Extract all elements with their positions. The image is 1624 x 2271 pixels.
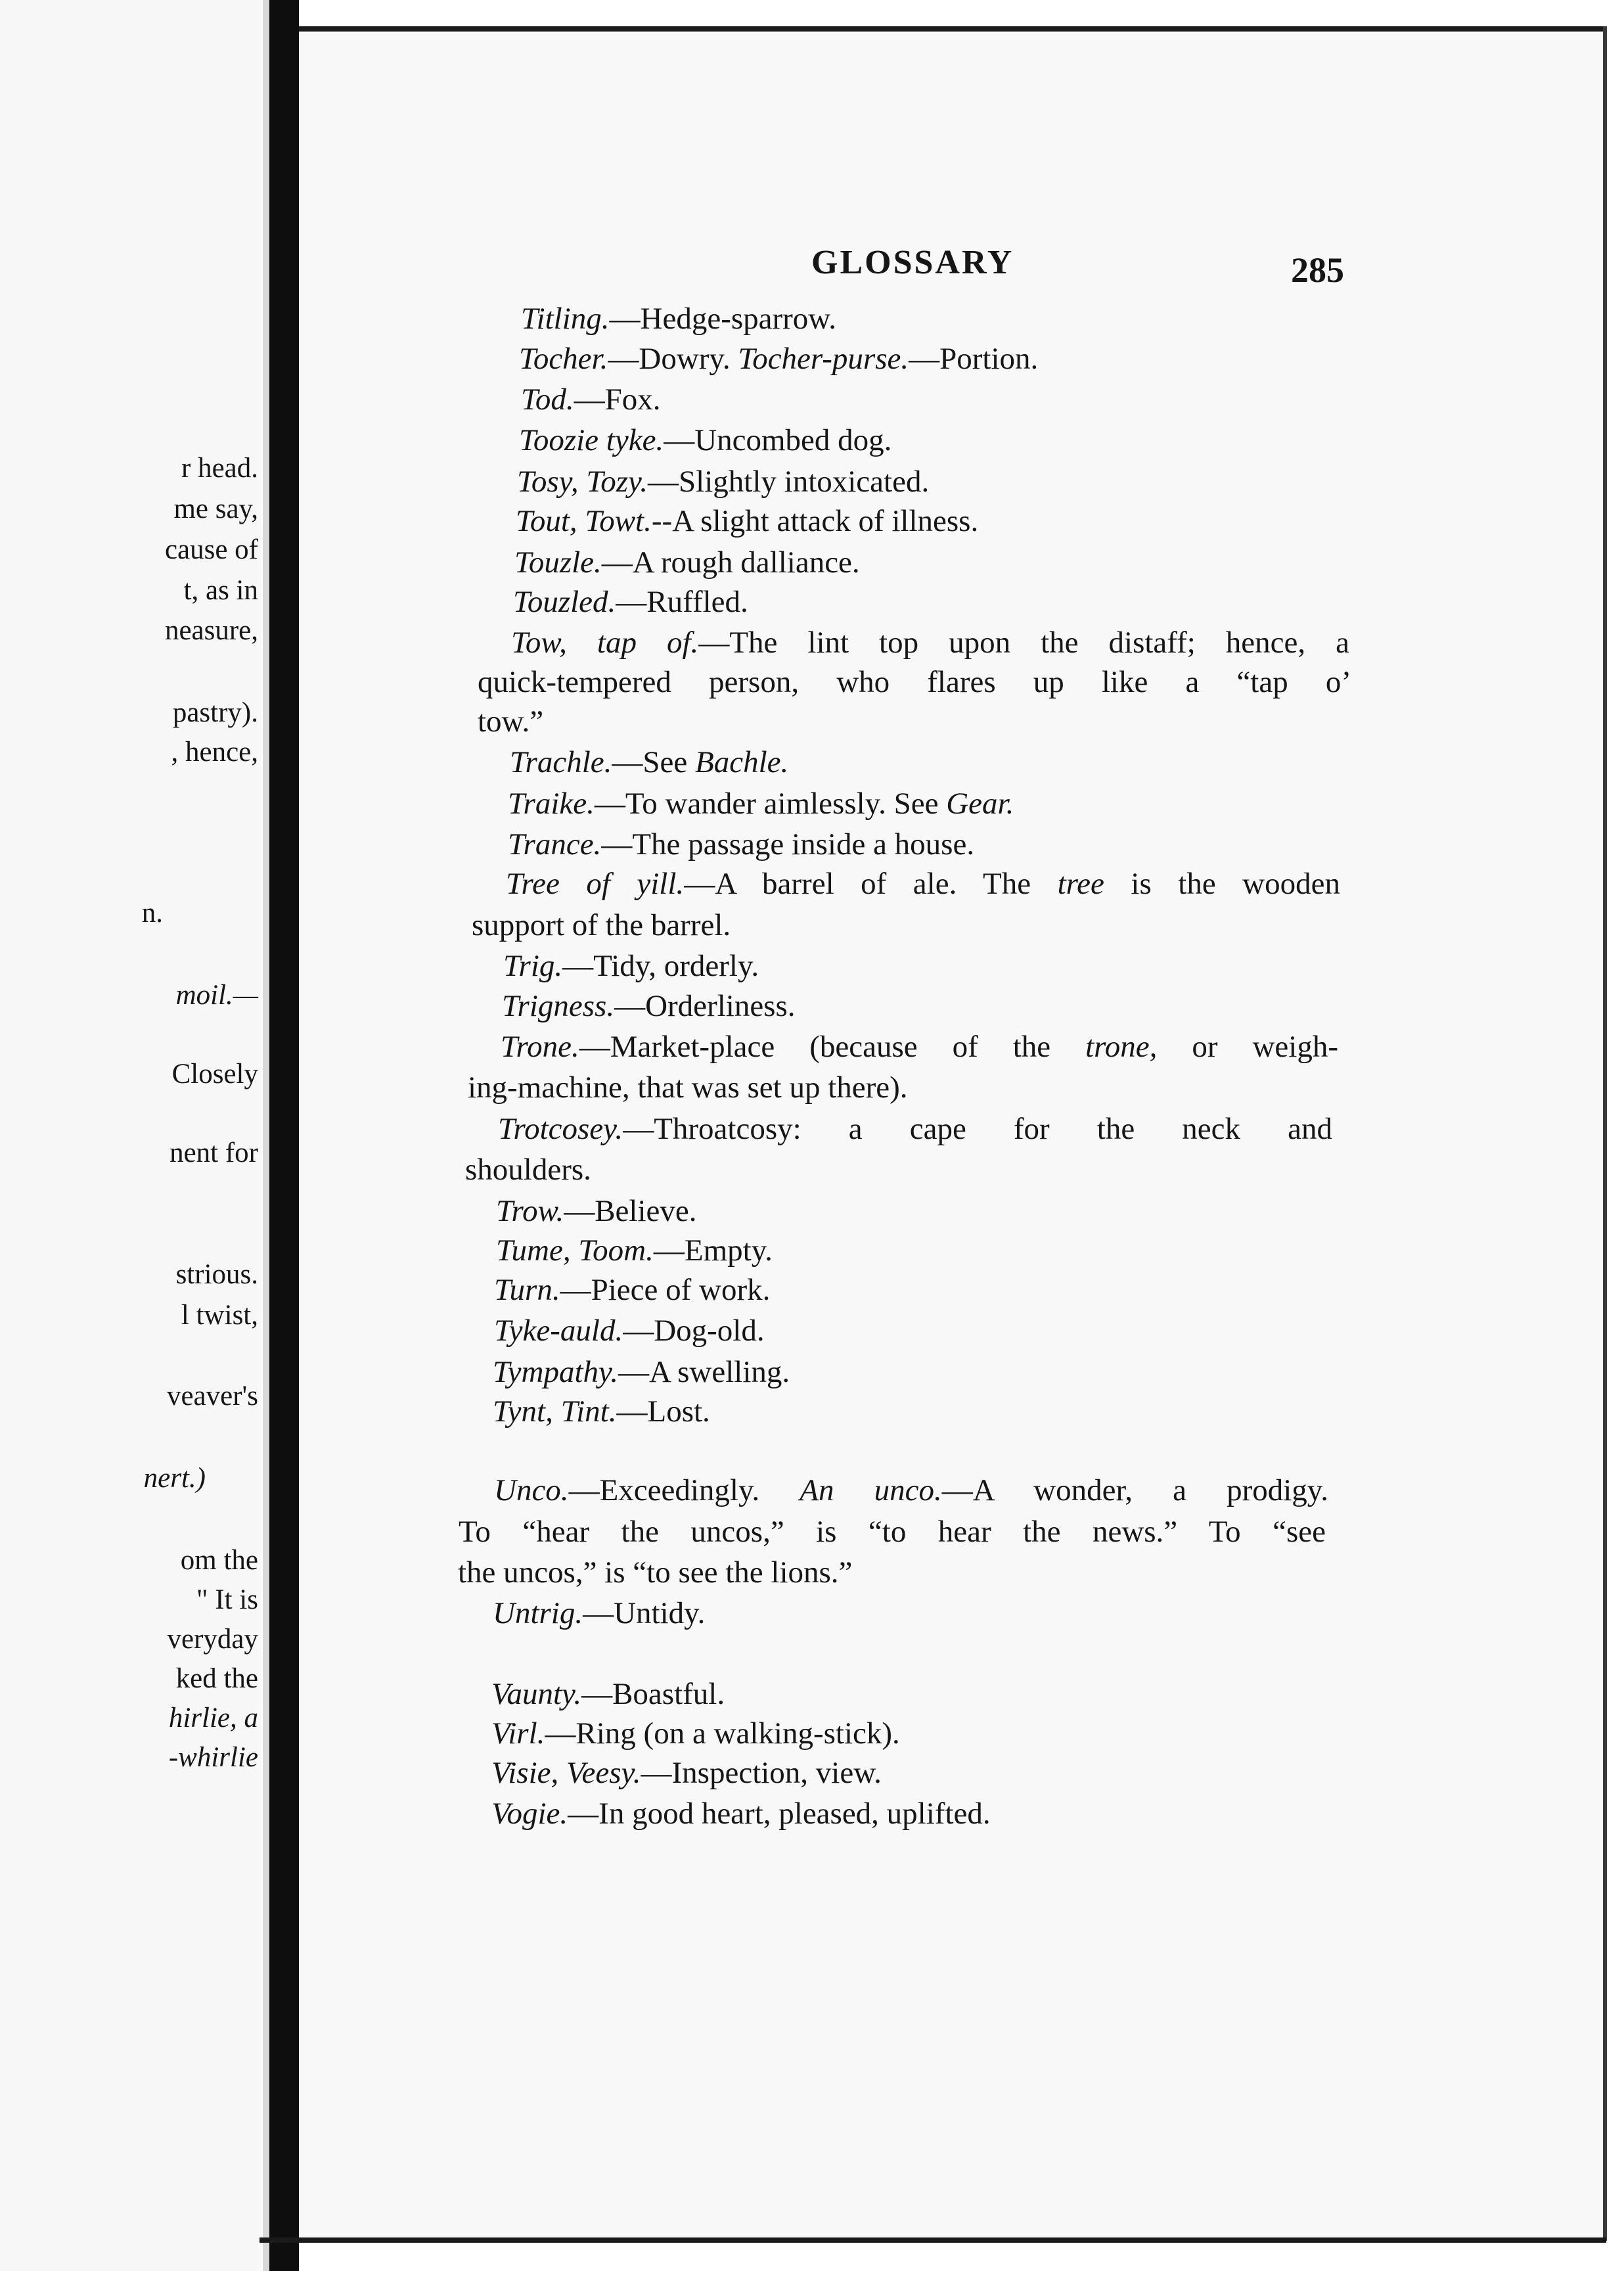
- entry-headword: Traike.: [508, 787, 595, 821]
- entry-definition: —The lint top upon the distaff; hence, a: [698, 626, 1349, 660]
- glossary-entry: [511, 628, 1349, 658]
- book-spine: [269, 0, 299, 2271]
- entry-definition: —Lost.: [616, 1394, 710, 1429]
- glossary-entry: [493, 1396, 710, 1427]
- left-fragment: om the: [180, 1545, 258, 1576]
- left-fragment: nert.): [143, 1463, 206, 1494]
- glossary-entry: [514, 547, 860, 578]
- entry-definition: —Inspection, view.: [641, 1756, 882, 1790]
- entry-headword: Unco.: [494, 1473, 569, 1507]
- entry-headword: Touzle.: [514, 545, 602, 580]
- entry-definition: —Uncombed dog.: [664, 423, 892, 457]
- left-fragment: cause of: [164, 534, 258, 565]
- entry-continuation-text: To “hear the uncos,” is “to hear the news.” To “see: [459, 1515, 1326, 1549]
- glossary-entry: [496, 1196, 697, 1227]
- glossary-entry: [510, 747, 788, 778]
- entry-definition: —Believe.: [564, 1194, 697, 1228]
- left-fragment: nent for: [169, 1137, 258, 1168]
- entry-definition-secondary: is the wooden: [1104, 867, 1340, 901]
- left-fragment: r head.: [181, 453, 258, 484]
- left-fragment: t, as in: [183, 575, 258, 606]
- entry-headword: Tree of yill.: [506, 867, 685, 901]
- entry-definition: --A slight attack of illness.: [651, 504, 979, 538]
- left-fragment: , hence,: [171, 737, 258, 768]
- left-fragment: -whirlie: [168, 1742, 258, 1773]
- glossary-entry: [501, 1032, 1338, 1063]
- page-margin: [1607, 0, 1624, 2271]
- glossary-entry: [502, 991, 796, 1022]
- entry-headword-secondary: tree: [1057, 867, 1104, 901]
- glossary-entry: [508, 829, 974, 860]
- entry-headword: Turn.: [494, 1273, 560, 1307]
- entry-definition: —A rough dalliance.: [601, 545, 860, 580]
- entry-definition: —See: [612, 745, 695, 779]
- left-facing-page: [0, 0, 261, 2271]
- glossary-entry: [494, 1475, 1328, 1506]
- running-header-title: GLOSSARY: [811, 244, 1014, 281]
- entry-definition-secondary: —Portion.: [909, 342, 1039, 376]
- entry-definition: —A swelling.: [618, 1355, 790, 1389]
- entry-headword: Tynt, Tint.: [493, 1394, 617, 1429]
- entry-headword: Tod.: [521, 382, 574, 417]
- entry-headword: Trance.: [508, 827, 602, 861]
- entry-headword: Toozie tyke.: [519, 423, 664, 457]
- glossary-continuation-line: [458, 1557, 852, 1588]
- glossary-entry: [491, 1679, 725, 1710]
- entry-definition: —Empty.: [653, 1233, 773, 1268]
- entry-headword: Touzled.: [513, 585, 616, 619]
- glossary-entry: [503, 951, 759, 982]
- entry-definition: —A barrel of ale. The: [684, 867, 1058, 901]
- entry-headword: Tyke-auld.: [494, 1314, 623, 1348]
- entry-continuation-text: tow.”: [478, 704, 544, 739]
- page-bottom-edge: [259, 2237, 1606, 2243]
- entry-definition: —Slightly intoxicated.: [648, 465, 930, 499]
- left-fragment: pastry).: [172, 697, 258, 728]
- glossary-continuation-line: [478, 667, 1351, 698]
- glossary-entry: [493, 1598, 705, 1629]
- glossary-entry: [494, 1275, 770, 1306]
- entry-headword: Untrig.: [493, 1596, 583, 1630]
- entry-headword-secondary: Gear.: [946, 787, 1014, 821]
- entry-definition: —Piece of work.: [560, 1273, 771, 1307]
- entry-definition: —Untidy.: [583, 1596, 706, 1630]
- entry-headword: Vaunty.: [491, 1677, 582, 1711]
- entry-continuation-text: ing-machine, that was set up there).: [468, 1070, 908, 1105]
- entry-continuation-text: the uncos,” is “to see the lions.”: [458, 1555, 853, 1590]
- glossary-entry: [498, 1114, 1332, 1145]
- left-fragment: veaver's: [166, 1381, 258, 1411]
- entry-continuation-text: quick-tempered person, who flares up like a “tap o’: [478, 665, 1351, 699]
- left-fragment: neasure,: [164, 615, 258, 646]
- entry-definition: —Fox.: [574, 382, 661, 417]
- entry-definition: —Tidy, orderly.: [562, 949, 759, 983]
- entry-headword: Trig.: [503, 949, 563, 983]
- entry-definition-secondary: or weigh-: [1157, 1030, 1338, 1064]
- entry-headword: Trigness.: [502, 989, 615, 1023]
- glossary-entry: [517, 467, 929, 497]
- glossary-entry: [516, 506, 978, 537]
- entry-headword: Tout, Towt.: [516, 504, 652, 538]
- entry-definition: —Dog-old.: [623, 1314, 765, 1348]
- entry-headword: Vogie.: [491, 1797, 568, 1831]
- entry-definition: —Market-place (because of the: [579, 1030, 1086, 1064]
- entry-headword: Trow.: [496, 1194, 564, 1228]
- entry-headword: Trotcosey.: [498, 1112, 623, 1146]
- left-fragment: me say,: [173, 493, 258, 524]
- entry-definition: —Ring (on a walking-stick).: [545, 1716, 900, 1751]
- glossary-entry: [519, 344, 1038, 375]
- entry-definition: —Throatcosy: a cape for the neck and: [623, 1112, 1332, 1146]
- page-top-edge: [299, 26, 1606, 32]
- entry-definition: —In good heart, pleased, uplifted.: [568, 1797, 991, 1831]
- glossary-entry: [494, 1316, 765, 1346]
- left-fragment: veryday: [167, 1624, 258, 1655]
- entry-definition: —Boastful.: [581, 1677, 725, 1711]
- left-fragment: " It is: [196, 1584, 258, 1615]
- glossary-entry: [521, 304, 836, 334]
- left-fragment: ked the: [175, 1663, 258, 1694]
- left-fragment: Closely: [171, 1059, 258, 1090]
- entry-headword-secondary: An unco.: [800, 1473, 942, 1507]
- entry-headword: Trone.: [501, 1030, 579, 1064]
- glossary-entry: [521, 384, 660, 415]
- entry-definition: —Exceedingly.: [568, 1473, 800, 1507]
- entry-headword: Tume, Toom.: [496, 1233, 654, 1268]
- entry-definition: —The passage inside a house.: [601, 827, 975, 861]
- entry-headword: Tympathy.: [493, 1355, 619, 1389]
- glossary-entry: [491, 1799, 991, 1829]
- glossary-entry: [513, 587, 748, 618]
- entry-definition: —Ruffled.: [616, 585, 748, 619]
- entry-definition: —Hedge-sparrow.: [609, 302, 836, 336]
- glossary-entry: [508, 789, 1014, 819]
- glossary-continuation-line: [478, 706, 543, 737]
- entry-headword: Tow, tap of.: [511, 626, 699, 660]
- entry-headword-secondary: Bachle.: [695, 745, 789, 779]
- left-fragment: hirlie, a: [168, 1703, 258, 1733]
- entry-headword: Virl.: [491, 1716, 545, 1751]
- glossary-continuation-line: [459, 1517, 1326, 1548]
- left-fragment: n.: [141, 898, 163, 929]
- entry-definition: —Dowry.: [608, 342, 738, 376]
- glossary-entry: [506, 869, 1340, 900]
- glossary-continuation-line: [465, 1155, 591, 1185]
- entry-definition-secondary: —A wonder, a prodigy.: [941, 1473, 1328, 1507]
- glossary-entry: [519, 425, 891, 456]
- entry-headword: Visie, Veesy.: [491, 1756, 641, 1790]
- glossary-entry: [493, 1357, 790, 1388]
- entry-headword: Titling.: [521, 302, 610, 336]
- left-page-edge: [263, 0, 269, 2271]
- glossary-entry: [491, 1758, 882, 1789]
- entry-headword-secondary: Tocher-purse.: [738, 342, 909, 376]
- entry-headword: Tocher.: [519, 342, 608, 376]
- left-fragment: strious.: [175, 1259, 258, 1290]
- left-fragment: l twist,: [181, 1300, 258, 1331]
- entry-continuation-text: shoulders.: [465, 1153, 591, 1187]
- entry-continuation-text: support of the barrel.: [472, 908, 731, 942]
- entry-headword-secondary: trone,: [1085, 1030, 1158, 1064]
- left-fragment: moil.—: [175, 980, 258, 1011]
- entry-definition: —Orderliness.: [614, 989, 796, 1023]
- glossary-entry: [491, 1718, 900, 1749]
- entry-headword: Trachle.: [510, 745, 612, 779]
- page-number: 285: [1291, 250, 1344, 290]
- entry-headword: Tosy, Tozy.: [517, 465, 648, 499]
- glossary-continuation-line: [468, 1072, 908, 1103]
- entry-definition: —To wander aimlessly. See: [594, 787, 947, 821]
- glossary-continuation-line: [472, 910, 731, 941]
- glossary-entry: [496, 1235, 773, 1266]
